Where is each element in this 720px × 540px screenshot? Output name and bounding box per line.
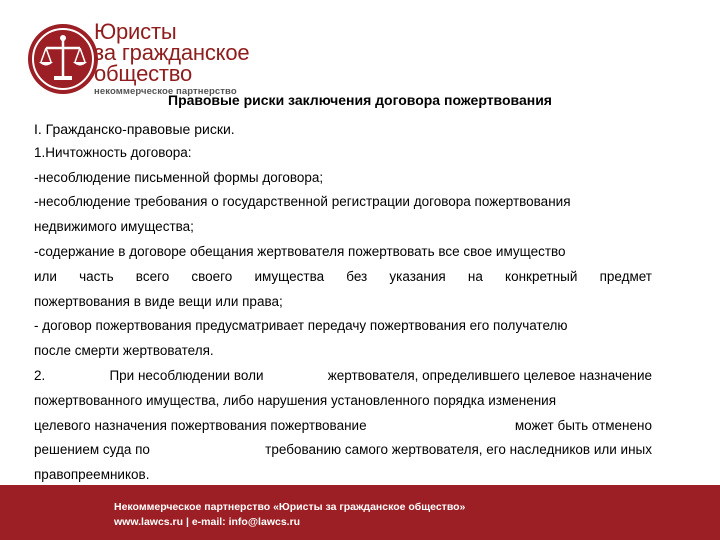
text-segment: -содержание в договоре обещания жертвователя пожертвовать все свое имущество bbox=[34, 244, 566, 260]
text-segment: может быть отменено bbox=[514, 417, 652, 433]
page-title: Правовые риски заключения договора пожертвования bbox=[168, 92, 552, 108]
text-line bbox=[34, 214, 652, 239]
text-line bbox=[34, 264, 652, 289]
logo bbox=[24, 18, 274, 98]
text-line bbox=[34, 338, 652, 363]
text-line bbox=[34, 289, 652, 314]
text-line bbox=[34, 438, 652, 463]
text-segment: предмет bbox=[599, 268, 652, 284]
footer bbox=[0, 485, 720, 540]
text-line bbox=[34, 413, 652, 438]
text-segment: решением суда по bbox=[34, 442, 150, 458]
text-segment: жертвователя, определившего целевое назначение bbox=[327, 368, 652, 384]
text-segment: своего bbox=[191, 268, 233, 284]
text-segment: 1.Ничтожность договора: bbox=[34, 144, 192, 160]
text-segment: пожертвования в виде вещи или права; bbox=[34, 293, 283, 309]
logo-line-3: общество bbox=[94, 61, 193, 86]
text-segment: правопреемников. bbox=[34, 467, 150, 483]
scales-of-justice-icon bbox=[26, 22, 100, 96]
text-segment: -несоблюдение требования о государственной регистрации договора пожертвования bbox=[34, 194, 571, 210]
footer-organization: Некоммерческое партнерство «Юристы за гражданское общество» bbox=[114, 501, 466, 513]
text-segment: недвижимого имущества; bbox=[34, 219, 194, 235]
document-body bbox=[34, 118, 652, 487]
text-segment: после смерти жертвователя. bbox=[34, 343, 214, 359]
text-segment: 2. bbox=[34, 368, 46, 384]
text-line bbox=[34, 363, 652, 388]
text-segment: часть bbox=[79, 268, 114, 284]
text-segment: При несоблюдении воли bbox=[109, 368, 264, 384]
text-segment: на bbox=[467, 268, 483, 284]
text-line bbox=[34, 388, 652, 413]
text-segment: I. Гражданско-правовые риски. bbox=[34, 121, 235, 137]
text-segment: имущества bbox=[254, 268, 325, 284]
text-segment: указания bbox=[389, 268, 446, 284]
text-segment: - договор пожертвования предусматривает передачу пожертвования его получателю bbox=[34, 318, 568, 334]
text-segment: -несоблюдение письменной формы договора; bbox=[34, 169, 324, 185]
footer-contacts: www.lawcs.ru | e-mail: info@lawcs.ru bbox=[114, 516, 301, 528]
text-segment: или bbox=[34, 268, 57, 284]
text-segment: целевого назначения пожертвования пожертвование bbox=[34, 417, 367, 433]
logo-text bbox=[94, 21, 249, 97]
text-line bbox=[34, 140, 652, 165]
text-line bbox=[34, 190, 652, 215]
logo-subtitle: некоммерческое партнерство bbox=[94, 86, 237, 97]
text-line bbox=[34, 118, 652, 140]
text-line bbox=[34, 314, 652, 339]
text-segment: всего bbox=[135, 268, 170, 284]
text-segment: без bbox=[346, 268, 368, 284]
text-segment: конкретный bbox=[505, 268, 578, 284]
text-segment: требованию самого жертвователя, его наследников или иных bbox=[265, 442, 652, 458]
logo-line-1: Юристы bbox=[94, 19, 177, 44]
text-segment: пожертвованного имущества, либо нарушения установленного порядка изменения bbox=[34, 392, 557, 408]
text-line bbox=[34, 462, 652, 487]
logo-line-2: за гражданское bbox=[94, 40, 250, 65]
text-line bbox=[34, 165, 652, 190]
text-line bbox=[34, 239, 652, 264]
